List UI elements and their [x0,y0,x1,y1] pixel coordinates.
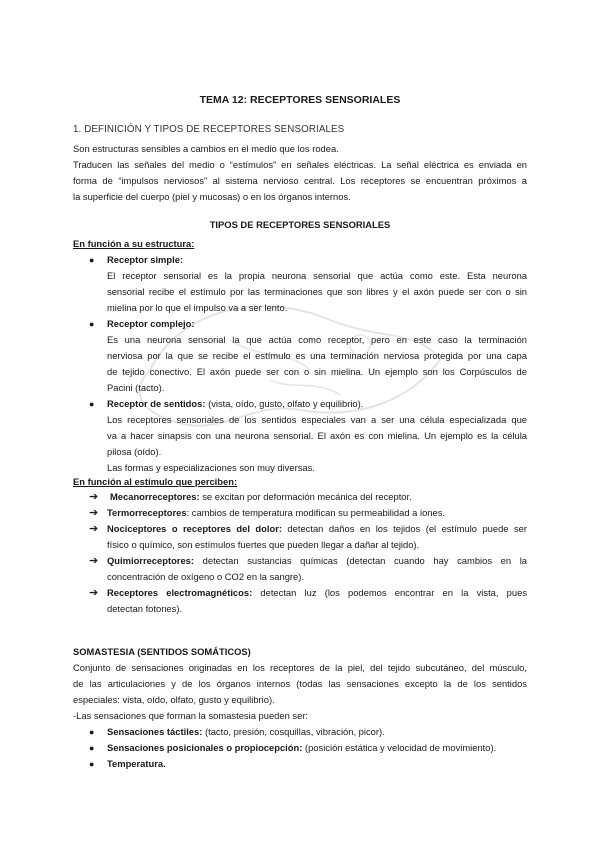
estimulo-item-5-cont: detectan fotones). [107,603,183,614]
somastesia-item-1-text: (tacto, presión, cosquillas, vibración, picor). [202,726,385,737]
bullet-icon: ● [89,399,95,409]
intro-line-3: forma de “impulsos nerviosos” al sistema nervioso central. Los receptores se encuentran próximos a [73,175,527,186]
complejo-line-1: Es una neurona sensorial la que actúa como receptor, pero en este caso la terminación [107,334,527,345]
arrow-icon: ➔ [89,587,99,599]
estimulo-item-3-cont: físico o químico, son estímulos fuertes que pueden llegar a dañar al tejido). [107,539,420,550]
somastesia-heading: SOMASTESIA (SENTIDOS SOMÁTICOS) [73,646,251,657]
doc-title: TEMA 12: RECEPTORES SENSORIALES [199,94,401,106]
bullet-icon: ● [89,319,95,329]
complejo-line-3: de tejido conectivo. El axón puede ser con o sin mielina. Un ejemplo son los Corpúsculos de [107,366,527,377]
estimulo-item-4-text: detectan sustancias químicas (detectan cuando hay cambios en la [194,555,527,566]
simple-line-3: mielina por lo que el impulso va a ser lento. [107,302,288,313]
estimulo-item-4-label: Quimiorreceptores: [107,555,195,566]
estimulo-item-2 [107,505,445,521]
somastesia-item-1-label: Sensaciones táctiles: [107,726,203,737]
simple-line-1: El receptor sensorial es la propia neurona sensorial que actúa como este. Esta neurona [107,270,527,281]
arrow-icon: ➔ [89,555,99,567]
arrow-icon: ➔ [89,507,99,519]
tipos-heading: TIPOS DE RECEPTORES SENSORIALES [209,219,391,230]
estimulo-item-5-text: detectan luz (los podemos encontrar en la vista, pues [252,587,527,598]
somastesia-item-1 [107,724,385,740]
receptor-complejo-label: Receptor complejo: [107,318,195,329]
intro-line-1: Son estructuras sensibles a cambios en el medio que los rodea. [73,143,339,154]
receptor-sentidos-line [107,396,363,412]
receptor-sentidos-rest: (vista, oído, gusto, olfato y equilibrio). [205,398,364,409]
somastesia-item-2-text: (posición estática y velocidad de movimiento). [302,742,497,753]
intro-line-4: la superficie del cuerpo (piel y mucosas) o en los órganos internos. [73,191,351,202]
somastesia-item-3-label: Temperatura. [107,758,166,769]
bullet-icon: ● [89,255,95,265]
estimulo-item-3 [107,521,527,537]
somastesia-line-1: Conjunto de sensaciones originadas en los receptores de la piel, del tejido subcutáneo, del músculo, [73,662,527,673]
receptor-sentidos-label: Receptor de sentidos: [107,398,206,409]
estimulo-item-3-label: Nociceptores o receptores del dolor: [107,523,282,534]
receptor-simple-label: Receptor simple: [107,254,184,265]
sentidos-line-4: Las formas y especializaciones son muy diversas. [107,462,315,473]
somastesia-line-2: de las articulaciones y de los órganos internos (todas las sensaciones excepto la de los sentidos [73,678,527,689]
somastesia-item-3 [107,756,166,772]
estimulo-item-5-label: Receptores electromagnéticos: [107,587,253,598]
estimulo-item-2-text: : cambios de temperatura modifican su permeabilidad a iones. [186,507,446,518]
sentidos-line-2: va a hacer sinapsis con una neurona sensorial. El axón es con mielina. Un ejemplo es la célula [107,430,527,441]
simple-line-2: sensorial recibe el estímulo por las terminaciones que son libres y el axón puede ser con o sin [107,286,527,297]
bullet-icon: ● [89,727,95,737]
estimulo-item-1 [110,489,412,505]
somastesia-item-2 [107,740,496,756]
somastesia-line-4: -Las sensaciones que forman la somastesia pueden ser: [73,710,309,721]
bullet-icon: ● [89,759,95,769]
estimulo-item-3-text: detectan daños en los tejidos (el estímulo puede ser [281,523,527,534]
estimulo-heading: En función al estímulo que perciben: [73,476,238,487]
complejo-line-4: Pacini (tacto). [107,382,165,393]
section1-heading: 1. DEFINICIÓN Y TIPOS DE RECEPTORES SENSORIALES [73,124,345,135]
estimulo-item-1-text: se excitan por deformación mecánica del receptor. [199,491,412,502]
complejo-line-2: nerviosa por la que se recibe el estímulo es una terminación nerviosa protegida por una capa [107,350,527,361]
intro-line-2: Traducen las señales del medio o “estímulos” en señales eléctricas. La señal eléctrica es enviada en [73,159,527,170]
somastesia-item-2-label: Sensaciones posicionales o propiocepción: [107,742,303,753]
arrow-icon: ➔ [89,523,99,535]
arrow-icon: ➔ [89,491,99,503]
estimulo-item-4-cont: concentración de oxígeno o CO2 en la sangre). [107,571,304,582]
estructura-heading: En función a su estructura: [73,238,195,249]
estimulo-item-1-label: Mecanorreceptores: [110,491,200,502]
estimulo-item-5 [107,585,527,601]
sentidos-line-3: pilosa (oído). [107,446,162,457]
estimulo-item-2-label: Termorreceptores [107,507,187,518]
bullet-icon: ● [89,743,95,753]
somastesia-line-3: especiales: vista, oído, olfato, gusto y equilibrio). [73,694,275,705]
estimulo-item-4 [107,553,527,569]
sentidos-line-1: Los receptores sensoriales de los sentidos especiales van a ser una célula especializada que [107,414,527,425]
